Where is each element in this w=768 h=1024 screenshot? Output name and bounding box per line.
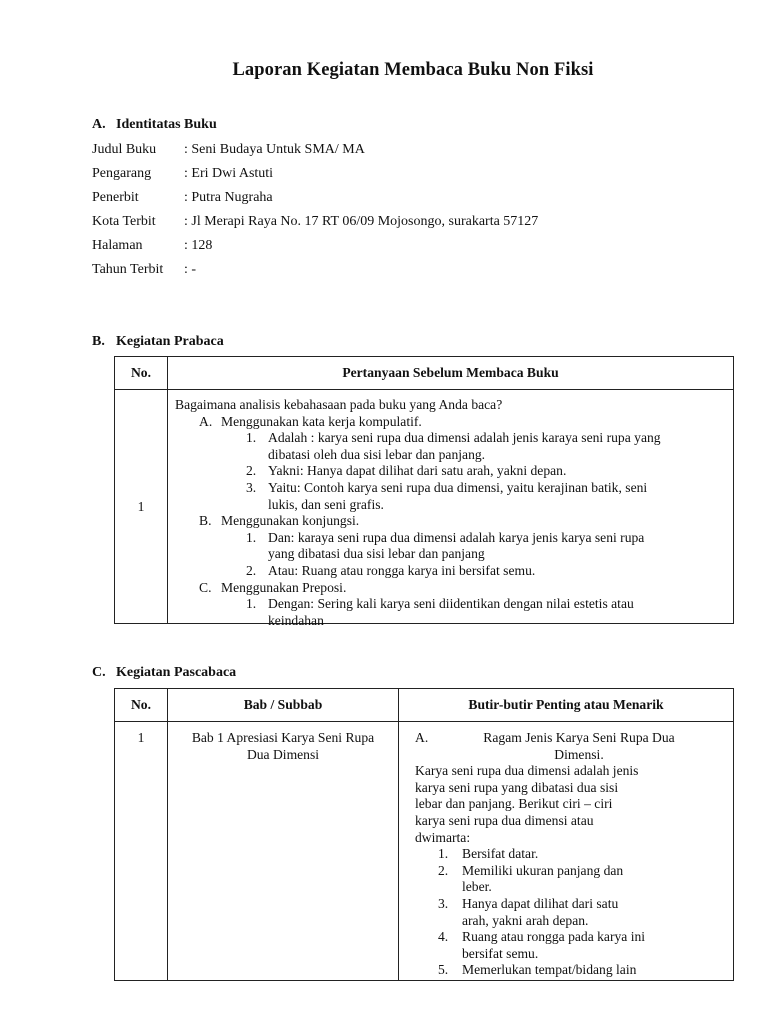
book-info-row [92, 213, 538, 231]
page-title: Laporan Kegiatan Membaca Buku Non Fiksi [232, 60, 594, 80]
column-header-no: No. [115, 689, 168, 722]
section-b-heading [92, 334, 224, 350]
book-info-row [92, 165, 273, 183]
list-item: 3. Yaitu: Contoh karya seni rupa dua dimensi, yaitu kerajinan batik, seni lukis, dan seni grafis. [246, 479, 648, 512]
book-info-value: : Jl Merapi Raya No. 17 RT 06/09 Mojosongo, surakarta 57127 [184, 214, 539, 229]
book-info-row [92, 189, 273, 207]
book-info-value: : Eri Dwi Astuti [184, 166, 274, 181]
point-paragraph: Karya seni rupa dua dimensi adalah jenis karya seni rupa yang dibatasi dua sisi lebar dan panjang. Berikut ciri – ciri karya seni rupa dua dimensi atau dwimarta: [415, 763, 639, 845]
row-number: 1 [115, 390, 168, 624]
section-a-letter: A. [92, 117, 106, 132]
book-info-value: : Seni Budaya Untuk SMA/ MA [184, 142, 365, 157]
book-info-row [92, 261, 196, 279]
book-info-label: Judul Buku [92, 142, 157, 157]
list-item: 1. Dengan: Sering kali karya seni diidentikan dengan nilai estetis atau keindahan [246, 596, 634, 628]
section-c-heading [92, 665, 236, 681]
list-item: 2. Memiliki ukuran panjang dan leber. [438, 862, 624, 895]
section-b-letter: B. [92, 334, 105, 349]
pascabaca-table [114, 688, 734, 981]
column-header-points: Butir-butir Penting atau Menarik [399, 689, 734, 722]
book-info-value: : - [184, 262, 197, 277]
list-item: 2. Atau: Ruang atau rongga karya ini bersifat semu. [246, 562, 536, 578]
list-item: 1. Dan: karaya seni rupa dua dimensi adalah karya jenis karya seni rupa yang dibatasi dua sisi lebar dan panjang [246, 529, 645, 562]
book-info-label: Penerbit [92, 190, 139, 205]
table-row [115, 722, 734, 981]
column-header-bab: Bab / Subbab [168, 689, 399, 722]
column-header-question: Pertanyaan Sebelum Membaca Buku [168, 357, 734, 390]
question-cell [168, 390, 734, 628]
list-item: 5. Memerlukan tempat/bidang lain [438, 962, 637, 978]
section-c-title: Kegiatan Pascabaca [116, 665, 237, 680]
list-item: C. Menggunakan Preposi. [199, 579, 347, 595]
list-item: B. Menggunakan konjungsi. [199, 513, 360, 529]
book-info-label: Halaman [92, 238, 143, 253]
book-info-value: : 128 [184, 238, 213, 253]
row-number: 1 [115, 722, 168, 981]
list-item: 1. Bersifat datar. [438, 846, 539, 862]
book-info-label: Kota Terbit [92, 214, 156, 229]
question-intro: Bagaimana analisis kebahasaan pada buku yang Anda baca? [175, 397, 503, 412]
book-info-label: Tahun Terbit [92, 262, 164, 277]
table-row [115, 390, 734, 624]
point-heading: A. Ragam Jenis Karya Seni Rupa Dua Dimensi. [415, 730, 675, 762]
section-a-heading [92, 117, 217, 133]
section-b-title: Kegiatan Prabaca [116, 334, 224, 349]
list-item: A. Menggunakan kata kerja kompulatif. [199, 413, 422, 429]
list-item: 2. Yakni: Hanya dapat dilihat dari satu arah, yakni depan. [246, 463, 567, 479]
book-info-label: Pengarang [92, 166, 152, 181]
section-a-title: Identitatas Buku [116, 117, 217, 132]
list-item: 3. Hanya dapat dilihat dari satu arah, yakni arah depan. [438, 895, 619, 928]
book-info-value: : Putra Nugraha [184, 190, 273, 205]
prabaca-table [114, 356, 734, 628]
column-header-no: No. [115, 357, 168, 390]
bab-cell: Bab 1 Apresiasi Karya Seni Rupa Dua Dimensi [168, 722, 399, 981]
points-cell [399, 722, 734, 981]
section-c-letter: C. [92, 665, 106, 680]
list-item: 4. Ruang atau rongga pada karya ini bersifat semu. [438, 929, 646, 961]
book-info-row [92, 141, 365, 159]
book-info-row [92, 237, 212, 255]
list-item: 1. Adalah : karya seni rupa dua dimensi adalah jenis karaya seni rupa yang dibatasi oleh dua sisi lebar dan panjang. [246, 430, 661, 462]
